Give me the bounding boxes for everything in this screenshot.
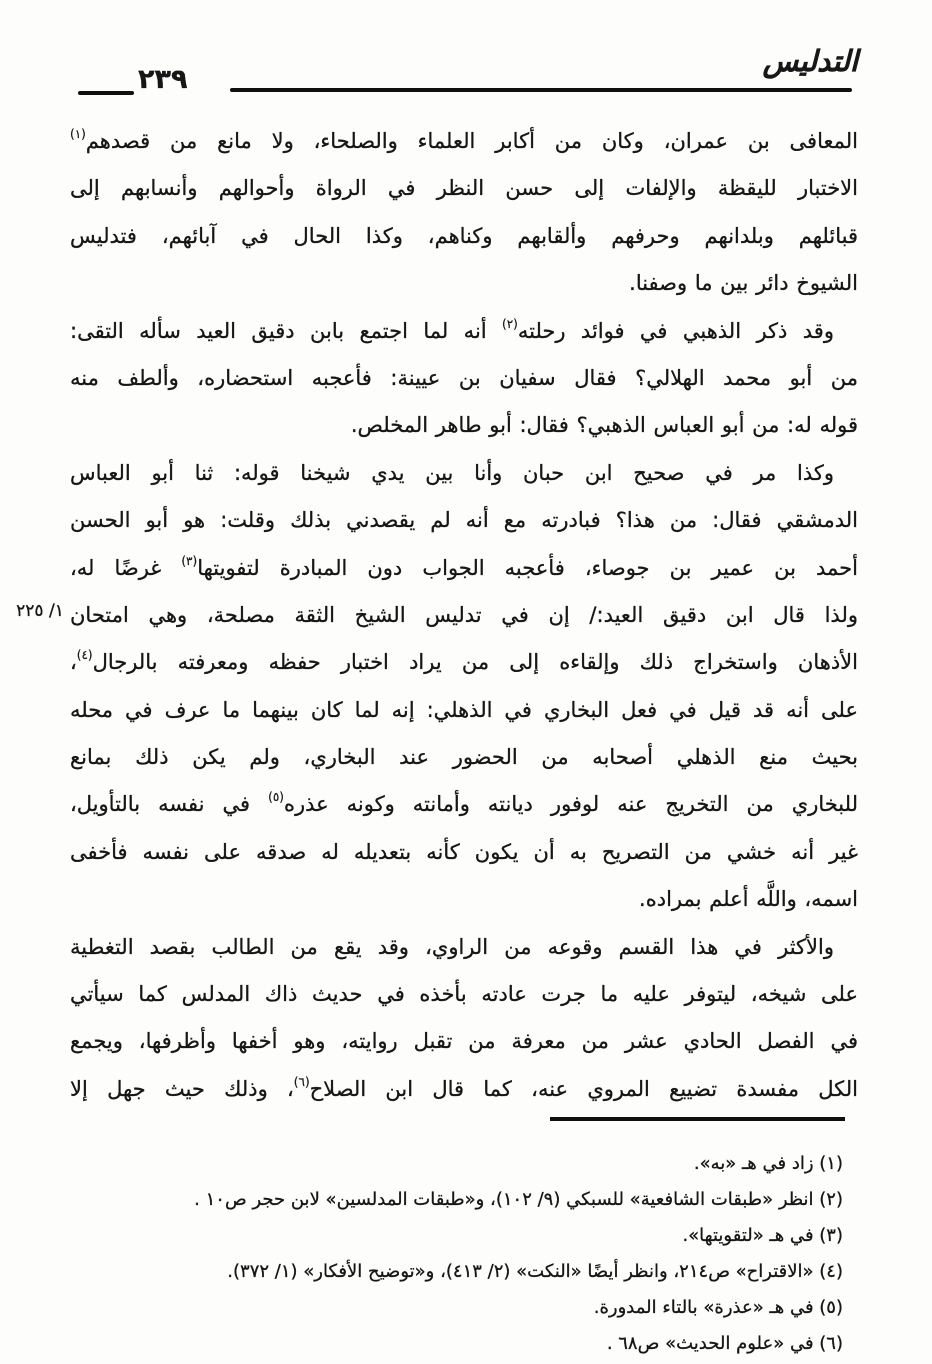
page-number: ٢٣٩ xyxy=(138,64,188,95)
paragraph xyxy=(70,308,858,450)
footnote-separator xyxy=(550,1117,845,1121)
body-line: وقد ذكر الذهبي في فوائد رحلته$^{(٢)}$ أنه لما اجتمع بابن دقيق العيد سأله التقى: xyxy=(70,316,834,343)
body-line: اسمه، واللَّه أعلم بمراده. xyxy=(639,887,858,912)
body-line: الشيوخ دائر بين ما وصفنا. xyxy=(629,271,858,296)
body-line: الكل مفسدة تضييع المروي عنه، كما قال ابن الصلاح$^{(٦)}$، وذلك حيث جهل إلا xyxy=(70,1074,858,1101)
margin-folio-reference: ١/ ٢٢٥ xyxy=(16,601,64,621)
body-line: على أنه قد قيل في فعل البخاري في الذهلي: إنه لما كان بينهما ما عرف في محله xyxy=(70,697,858,722)
body-line: للبخاري من التخريج عنه لوفور ديانته وأمانته وكونه عذره$^{(٥)}$ في نفسه بالتأويل، xyxy=(70,790,858,817)
body-line: المعافى بن عمران، وكان من أكابر العلماء والصلحاء، ولا مانع من قصدهم$^{(١)}$ xyxy=(70,127,858,153)
body-line: ولذا قال ابن دقيق العيد:/ إن في تدليس الشيخ الثقة مصلحة، وهي امتحان xyxy=(70,602,858,627)
body-line: الاختبار لليقظة والإلفات إلى حسن النظر في الرواة وأحوالهم وأنسابهم إلى xyxy=(70,176,858,201)
body-line: على شيخه، ليتوفر عليه ما جرت عادته بأخذه في حديث ذاك المدلس كما سيأتي xyxy=(70,982,858,1007)
body-line: قوله له: من أبو العباس الذهبي؟ فقال: أبو طاهر المخلص. xyxy=(350,413,858,438)
footnotes xyxy=(75,1146,843,1362)
body-line: الأذهان واستخراج ذلك وإلقاءه إلى من يراد اختبار حفظه ومعرفته بالرجال$^{(٤)}$، xyxy=(70,648,858,675)
footnote-3: (٣) في هـ «لتقويتها». xyxy=(682,1225,843,1246)
body-line: في الفصل الحادي عشر من معرفة من تقبل روايته، وهو أخفها وأظرفها، ويجمع xyxy=(70,1029,858,1054)
page-body xyxy=(70,118,858,1113)
paragraph xyxy=(70,450,858,924)
footnote-4: (٤) «الاقتراح» ص٢١٤، وانظر أيضًا «النكت» (٢/ ٤١٣)، و«توضيح الأفكار» (١/ ٣٧٢). xyxy=(227,1261,843,1282)
footnote-5: (٥) في هـ «عذرة» بالتاء المدورة. xyxy=(593,1297,843,1318)
footnote-1: (١) زاد في هـ «به». xyxy=(693,1153,843,1174)
body-line: والأكثر في هذا القسم وقوعه من الراوي، وقد يقع من الطالب بقصد التغطية xyxy=(70,934,834,959)
body-line: وكذا مر في صحيح ابن حبان وأنا بين يدي شيخنا قوله: ثنا أبو العباس xyxy=(70,460,834,485)
body-line: بحيث منع الذهلي أصحابه من الحضور عند البخاري، ولم يكن ذلك بمانع xyxy=(70,745,858,770)
paragraph xyxy=(70,924,858,1114)
body-line: أحمد بن عمير بن جوصاء، فأعجبه الجواب دون المبادرة لتفويتها$^{(٣)}$ غرضًا له، xyxy=(70,553,858,580)
body-line: من أبو محمد الهلالي؟ فقال سفيان بن عيينة: فأعجبه استحضاره، وألطف منه xyxy=(70,365,858,390)
footnote-2: (٢) انظر «طبقات الشافعية» للسبكي (٩/ ١٠٢)، و«طبقات المدلسين» لابن حجر ص١٠ . xyxy=(194,1189,843,1210)
running-head-title: التدليس xyxy=(762,44,858,78)
body-line: قبائلهم وبلدانهم وحرفهم وألقابهم وكناهم، وكذا الحال في آبائهم، فتدليس xyxy=(70,223,858,248)
footnote-6: (٦) في «علوم الحديث» ص٦٨ . xyxy=(606,1333,843,1354)
body-line: الدمشقي فقال: من هذا؟ فبادرته مع أنه لم يقصدني بذلك وقلت: هو أبو الحسن xyxy=(70,508,858,533)
header-rule xyxy=(230,88,852,92)
paragraph xyxy=(70,118,858,308)
page-number-dash xyxy=(78,91,134,95)
body-line: غير أنه خشي من التصريح به أن يكون كأنه بتعديله له صدقه على نفسه فأخفى xyxy=(70,839,858,864)
